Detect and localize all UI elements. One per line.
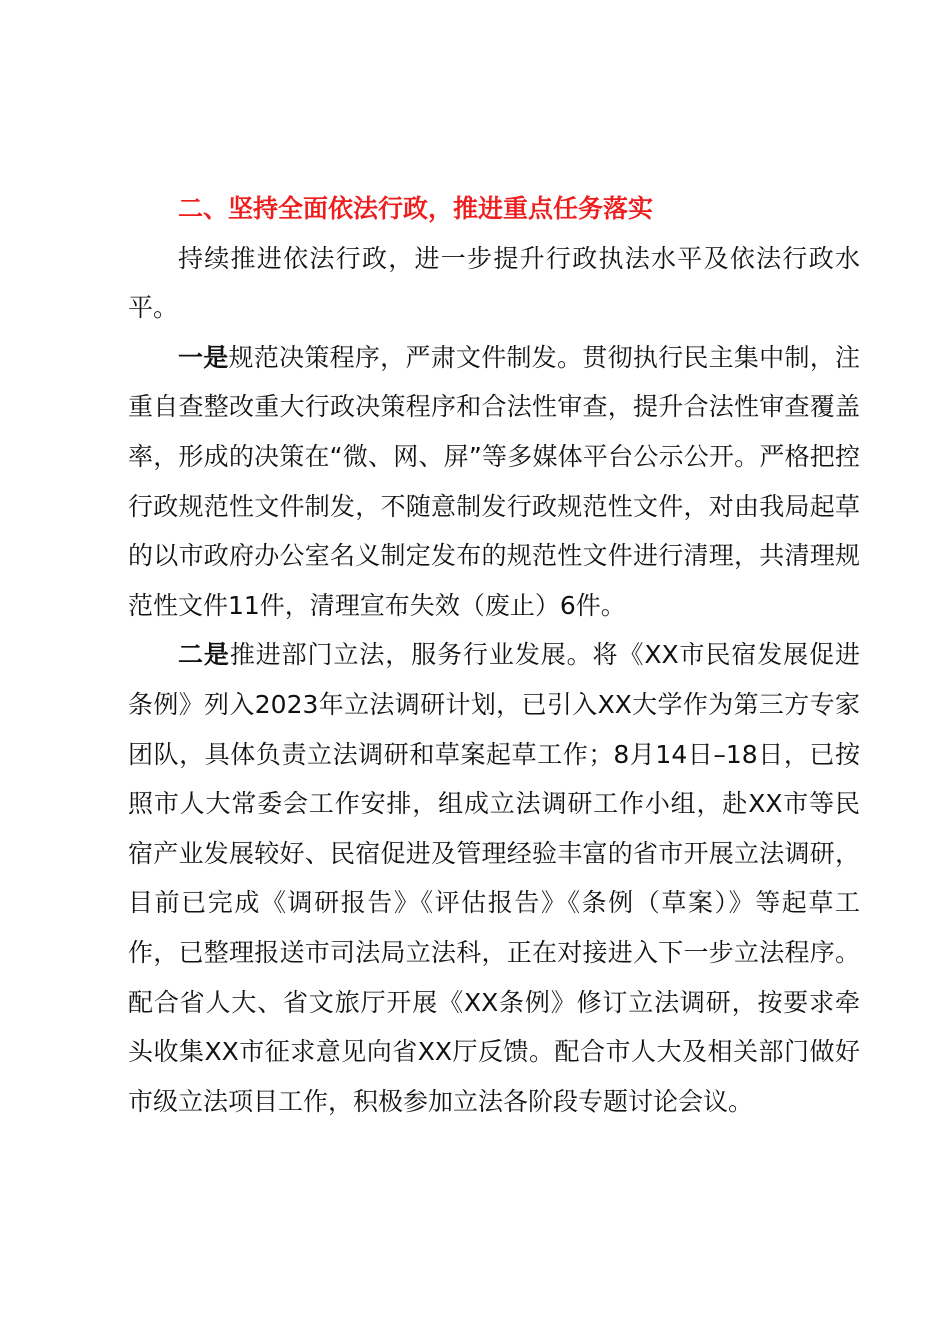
item-two-paragraph	[128, 630, 860, 1126]
intro-paragraph-text: 持续推进依法行政，进一步提升行政执法水平及依法行政水平。	[128, 243, 860, 323]
intro-paragraph	[128, 234, 860, 333]
item-one-paragraph	[128, 333, 860, 631]
document-body	[128, 184, 860, 1126]
section-heading: 二、坚持全面依法行政，推进重点任务落实	[178, 194, 654, 223]
item-one-text: 规范决策程序，严肃文件制发。贯彻执行民主集中制，注重自查整改重大行政决策程序和合法性审查，提升合法性审查覆盖率，形成的决策在“微、网、屏”等多媒体平台公示公开。严格把控行政规范性文件制发，不随意制发行政规范性文件，对由我局起草的以市政府办公室名义制定发布的规范性文件进行清理，共清理规范性文件11件，清理宣布失效（废止）6件。	[128, 342, 860, 620]
item-one-lead: 一是	[178, 342, 229, 372]
item-two-lead: 二是	[178, 640, 230, 670]
item-two-text: 推进部门立法，服务行业发展。将《XX市民宿发展促进条例》列入2023年立法调研计划，已引入XX大学作为第三方专家团队，具体负责立法调研和草案起草工作；8月14日–18日，已按照市人大常委会工作安排，组成立法调研工作小组，赴XX市等民宿产业发展较好、民宿促进及管理经验丰富的省市开展立法调研，目前已完成《调研报告》《评估报告》《条例（草案）》等起草工作，已整理报送市司法局立法科，正在对接进入下一步立法程序。配合省人大、省文旅厅开展《XX条例》修订立法调研，按要求牵头收集XX市征求意见向省XX厅反馈。配合市人大及相关部门做好市级立法项目工作，积极参加立法各阶段专题讨论会议。	[128, 640, 860, 1116]
